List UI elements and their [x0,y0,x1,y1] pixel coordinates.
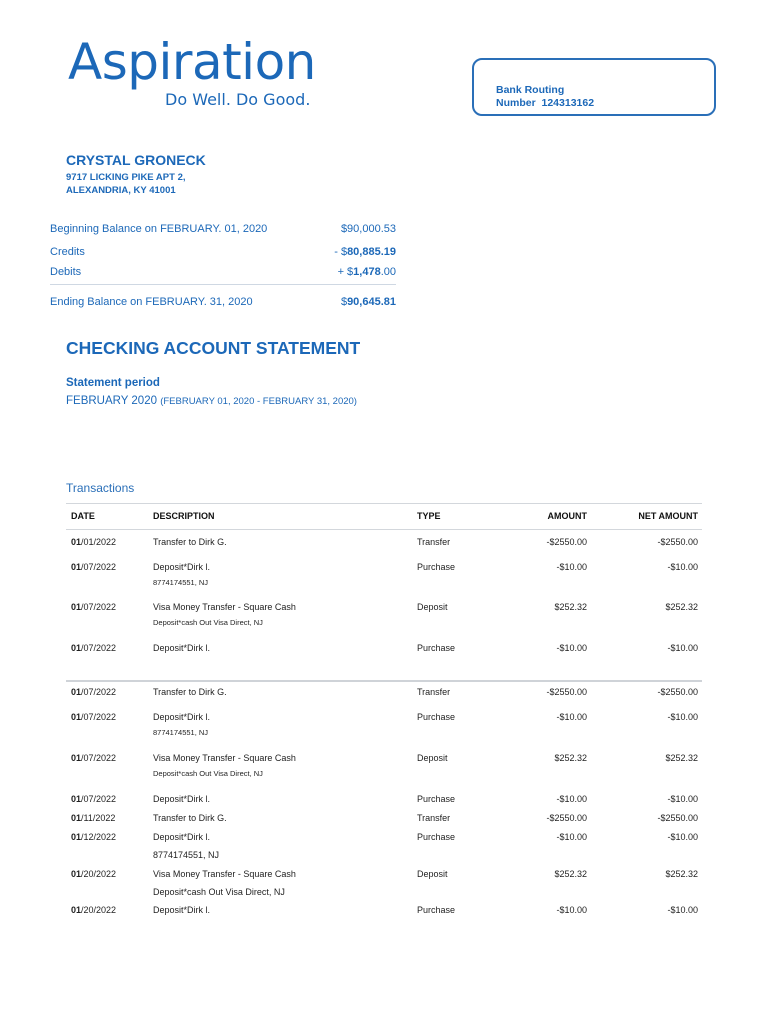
row-date: 01/07/2022 [71,643,117,653]
header-amount: AMOUNT [547,511,587,521]
row-type: Purchase [417,905,456,915]
header-rule [66,529,702,530]
row-net-amount: $252.32 [665,869,698,879]
row-date: 01/07/2022 [71,602,117,612]
row-date: 01/12/2022 [71,832,117,842]
header-type: TYPE [417,511,441,521]
statement-period [66,395,357,407]
row-type: Transfer [417,537,451,547]
row-net-amount: -$10.00 [667,562,698,572]
row-date: 01/07/2022 [71,794,117,804]
debits-value: + $1,478.00 [337,266,396,278]
statement-period-range: (FEBRUARY 01, 2020 - FEBRUARY 31, 2020) [160,396,357,407]
row-date: 01/11/2022 [71,813,116,823]
row-description: Transfer to Dirk G. [153,537,227,547]
row-description-detail: Deposit*cash Out Visa Direct, NJ [153,887,285,897]
row-net-amount: -$10.00 [667,832,698,842]
row-description-detail: Deposit*cash Out Visa Direct, NJ [153,769,263,778]
beginning-balance-value: $90,000.53 [340,223,396,235]
row-date: 01/07/2022 [71,753,117,763]
row-description: Visa Money Transfer - Square Cash [153,753,296,763]
routing-number: Number 124313162 [496,97,595,109]
row-amount: -$10.00 [556,643,587,653]
row-amount: -$2550.00 [546,687,587,697]
row-net-amount: -$2550.00 [657,813,698,823]
row-type: Deposit [417,753,448,763]
row-description: Deposit*Dirk l. [153,832,211,842]
table-top-rule [66,503,702,504]
row-description: Visa Money Transfer - Square Cash [153,602,296,612]
row-amount: -$10.00 [556,832,587,842]
row-type: Transfer [417,813,451,823]
row-type: Purchase [417,832,456,842]
row-date: 01/07/2022 [71,712,117,722]
row-description-detail: 8774174551, NJ [153,850,220,860]
debits-label: Debits [50,266,82,278]
row-description: Transfer to Dirk G. [153,813,227,823]
row-net-amount: -$2550.00 [657,687,698,697]
row-type: Purchase [417,794,456,804]
row-description-detail: 8774174551, NJ [153,728,209,737]
row-amount: -$2550.00 [546,537,587,547]
row-date: 01/07/2022 [71,687,117,697]
customer-address-line2: ALEXANDRIA, KY 41001 [66,185,176,196]
row-net-amount: -$10.00 [667,905,698,915]
customer-name: CRYSTAL GRONECK [66,152,206,168]
header-date: DATE [71,511,95,521]
row-net-amount: -$2550.00 [657,537,698,547]
row-date: 01/07/2022 [71,562,117,572]
credits-value: - $80,885.19 [334,246,396,258]
row-net-amount: -$10.00 [667,643,698,653]
row-amount: -$2550.00 [546,813,587,823]
row-amount: -$10.00 [556,712,587,722]
row-date: 01/20/2022 [71,905,117,915]
row-amount: -$10.00 [556,905,587,915]
row-amount: $252.32 [554,602,587,612]
row-description: Visa Money Transfer - Square Cash [153,869,296,879]
row-type: Deposit [417,869,448,879]
brand-logo [68,33,316,109]
row-net-amount: -$10.00 [667,712,698,722]
row-type: Purchase [417,712,456,722]
transactions-heading: Transactions [66,481,135,495]
row-description: Deposit*Dirk l. [153,712,211,722]
ending-balance-value: $90,645.81 [340,296,396,308]
row-net-amount: $252.32 [665,602,698,612]
header-net-amount: NET AMOUNT [638,511,698,521]
row-description: Deposit*Dirk l. [153,794,211,804]
row-date: 01/20/2022 [71,869,117,879]
brand-name: Aspiration [68,33,316,91]
row-date: 01/01/2022 [71,537,117,547]
row-net-amount: $252.32 [665,753,698,763]
row-description-detail: Deposit*cash Out Visa Direct, NJ [153,618,263,627]
row-type: Deposit [417,602,448,612]
row-amount: $252.32 [554,753,587,763]
brand-tagline: Do Well. Do Good. [165,90,311,109]
row-type: Purchase [417,562,456,572]
statement-period-label: Statement period [66,377,160,389]
row-description: Transfer to Dirk G. [153,687,227,697]
credits-label: Credits [50,246,85,258]
statement-title: CHECKING ACCOUNT STATEMENT [66,338,361,358]
routing-text [496,84,594,110]
statement-period-month: FEBRUARY 2020 [66,395,157,407]
row-amount: -$10.00 [556,562,587,572]
row-type: Transfer [417,687,451,697]
routing-label: Bank Routing [496,84,565,96]
balance-divider [50,284,396,285]
header-description: DESCRIPTION [153,511,215,521]
row-description: Deposit*Dirk l. [153,905,211,915]
row-description-detail: 8774174551, NJ [153,578,209,587]
row-type: Purchase [417,643,456,653]
routing-number-box [472,58,716,116]
row-description: Deposit*Dirk l. [153,643,211,653]
ending-balance-label: Ending Balance on FEBRUARY. 31, 2020 [50,296,253,308]
section-rule [66,680,702,682]
row-amount: $252.32 [554,869,587,879]
row-description: Deposit*Dirk l. [153,562,211,572]
beginning-balance-label: Beginning Balance on FEBRUARY. 01, 2020 [50,223,268,235]
row-amount: -$10.00 [556,794,587,804]
customer-address-line1: 9717 LICKING PIKE APT 2, [66,172,186,183]
row-net-amount: -$10.00 [667,794,698,804]
